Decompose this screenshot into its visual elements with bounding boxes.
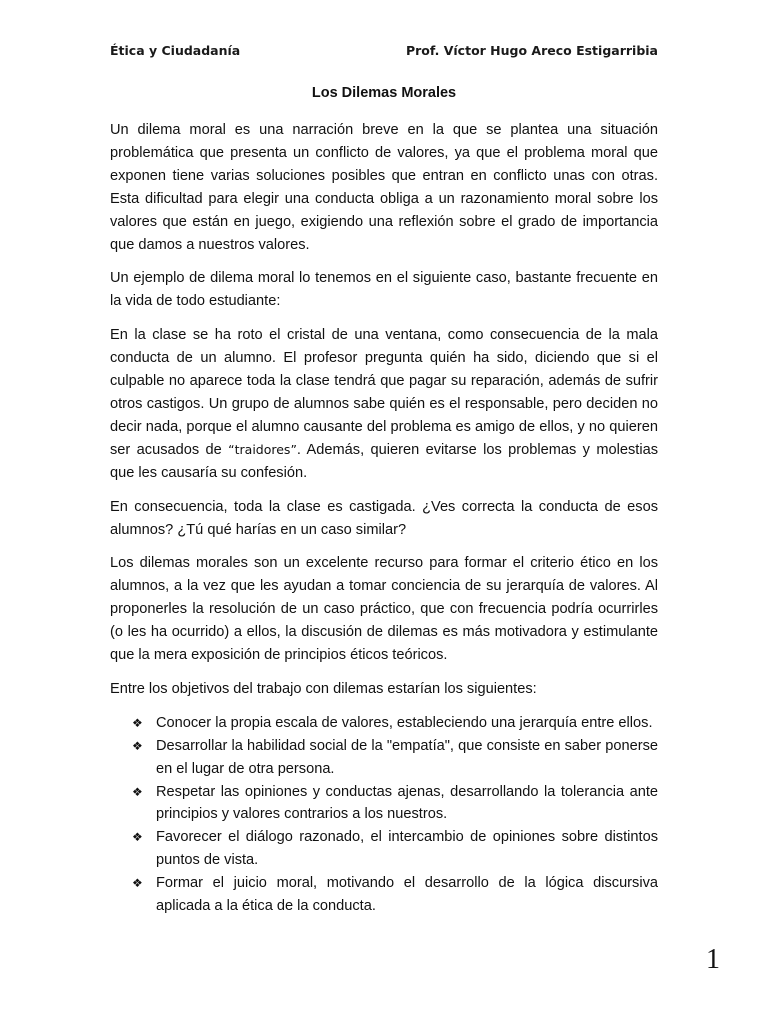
example-quoted-word: “traidores” [228, 441, 297, 457]
list-item-text: Conocer la propia escala de valores, estableciendo una jerarquía entre ellos. [156, 714, 653, 731]
list-item [110, 781, 658, 827]
page-number: 1 [706, 944, 720, 975]
list-item [110, 735, 658, 781]
objectives-list [110, 712, 658, 918]
list-item [110, 712, 658, 735]
document-body [110, 119, 658, 918]
list-item-text: Favorecer el diálogo razonado, el intercambio de opiniones sobre distintos puntos de vista. [156, 829, 658, 869]
paragraph-example-intro: Un ejemplo de dilema moral lo tenemos en el siguiente caso, bastante frecuente en la vida de todo estudiante: [110, 270, 658, 310]
diamond-bullet-icon: ❖ [132, 876, 143, 891]
header-course-title: Ética y Ciudadanía [110, 43, 241, 58]
list-item [110, 826, 658, 872]
page-title: Los Dilemas Morales [311, 85, 457, 101]
header-author: Prof. Víctor Hugo Areco Estigarribia [405, 43, 658, 58]
paragraph-objectives-intro: Entre los objetivos del trabajo con dilemas estarían los siguientes: [110, 680, 537, 697]
list-item [110, 872, 658, 918]
paragraph-consequence: En consecuencia, toda la clase es castigada. ¿Ves correcta la conducta de esos alumnos? ¿Tú qué harías en un caso similar? [110, 498, 658, 538]
list-item-text: Respetar las opiniones y conductas ajenas, desarrollando la tolerancia ante principios y valores contrarios a los nuestros. [156, 783, 658, 823]
list-item-text: Desarrollar la habilidad social de la "empatía", que consiste en saber ponerse en el lugar de otra persona. [156, 737, 658, 777]
paragraph-example-case [110, 324, 658, 484]
list-item-text: Formar el juicio moral, motivando el desarrollo de la lógica discursiva aplicada a la ética de la conducta. [156, 875, 658, 915]
example-text-after: . Además, quieren evitarse los problemas y molestias que les causaría su confesión. [110, 441, 658, 481]
diamond-bullet-icon: ❖ [132, 784, 143, 799]
example-text-before: En la clase se ha roto el cristal de una ventana, como consecuencia de la mala conducta de un alumno. El profesor pregunta quién ha sido, diciendo que si el culpable no aparece toda la clase tendrá que pagar su reparación, además de sufrir otros castigos. Un grupo de alumnos sabe quién es el responsable, pero deciden no decir nada, porque el alumno causante del problema es amigo de ellos, y no quieren ser acusados de [110, 327, 658, 458]
diamond-bullet-icon: ❖ [132, 830, 143, 845]
diamond-bullet-icon: ❖ [132, 738, 143, 753]
paragraph-definition: Un dilema moral es una narración breve en la que se plantea una situación problemática que presenta un conflicto de valores, ya que el problema moral que exponen tiene varias soluciones posibles que entran en conflicto unas con otras. Esta dificultad para elegir una conducta obliga a un razonamiento moral sobre los valores que están en juego, exigiendo una reflexión sobre el grado de importancia que damos a nuestros valores. [110, 122, 658, 253]
paragraph-resource: Los dilemas morales son un excelente recurso para formar el criterio ético en los alumnos, a la vez que les ayudan a tomar conciencia de su jerarquía de valores. Al proponerles la resolución de un caso práctico, que con frecuencia podría ocurrirles (o les ha ocurrido) a ellos, la discusión de dilemas es más motivadora y estimulante que la mera exposición de principios éticos teóricos. [110, 555, 658, 664]
diamond-bullet-icon: ❖ [132, 715, 143, 730]
